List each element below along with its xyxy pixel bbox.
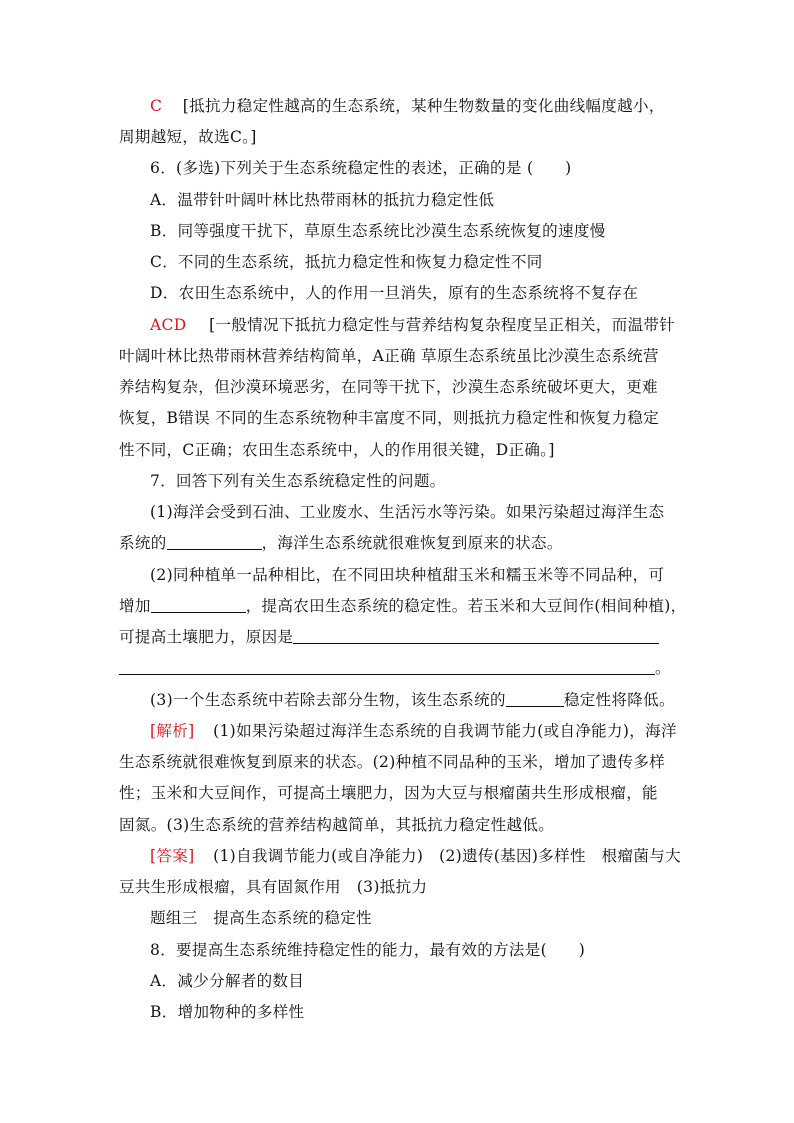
q7-analysis-line-3: 性；玉米和大豆间作，可提高土壤肥力，因为大豆与根瘤菌共生形成根瘤，能	[119, 784, 658, 802]
q6-option-a: A．温带针叶阔叶林比热带雨林的抵抗力稳定性低	[150, 191, 495, 209]
q7-part2-line-1: (2)同种植单一品种相比，在不同田块种植甜玉米和糯玉米等不同品种，可	[150, 566, 665, 584]
q5-answer-letter: C	[150, 97, 163, 115]
q7-analysis-line-1: [解析] (1)如果污染超过海洋生态系统的自我调节能力(或自净能力)，海洋	[150, 722, 677, 740]
q7-part2-line-2: 增加 ，提高农田生态系统的稳定性。若玉米和大豆间作(相间种植)，	[119, 597, 687, 615]
q6-option-c: C．不同的生态系统，抵抗力稳定性和恢复力稳定性不同	[150, 253, 543, 271]
q6-stem: 6．(多选)下列关于生态系统稳定性的表述，正确的是 ( )	[150, 159, 572, 177]
analysis-label: [解析]	[150, 722, 195, 740]
q7-part1-line-2: 系统的 ，海洋生态系统就很难恢复到原来的状态。	[119, 534, 563, 552]
q7-analysis-line-4: 固氮。(3)生态系统的营养结构越简单，其抵抗力稳定性越低。	[119, 816, 555, 834]
q6-explanation-2: 叶阔叶林比热带雨林营养结构简单，A正确 草原生态系统虽比沙漠生态系统营	[119, 347, 659, 365]
q7-blank-2[interactable]	[151, 596, 246, 613]
q8-option-a: A．减少分解者的数目	[150, 972, 305, 990]
q6-answer-letters: ACD	[150, 316, 187, 334]
q8-stem: 8．要提高生态系统维持稳定性的能力，最有效的方法是( )	[150, 941, 586, 959]
q7-stem: 7．回答下列有关生态系统稳定性的问题。	[150, 472, 446, 490]
q7-answer-line-2: 豆共生形成根瘤，具有固氮作用 (3)抵抗力	[119, 878, 428, 896]
q7-blank-3[interactable]	[293, 627, 659, 644]
q5-explanation: [抵抗力稳定性越高的生态系统，某种生物数量的变化曲线幅度越小，	[182, 97, 665, 115]
q6-explanation-5: 性不同，C正确；农田生态系统中，人的作用很关键，D正确。]	[119, 441, 555, 459]
q7-blank-1[interactable]	[167, 533, 262, 550]
q6-option-b: B．同等强度干扰下，草原生态系统比沙漠生态系统恢复的速度慢	[150, 222, 606, 240]
q6-explanation-4: 恢复，B错误 不同的生态系统物种丰富度不同，则抵抗力稳定性和恢复力稳定	[119, 409, 660, 427]
q5-explanation-cont: 周期越短，故选C。]	[119, 128, 257, 146]
q7-answer-line-1: [答案] (1)自我调节能力(或自净能力) (2)遗传(基因)多样性 根瘤菌与大	[150, 847, 681, 865]
q7-blank-4[interactable]	[506, 690, 564, 707]
q7-part3: (3)一个生态系统中若除去部分生物，该生态系统的 稳定性将降低。	[150, 691, 675, 709]
answer-label: [答案]	[150, 847, 195, 865]
q7-part2-line-4: 。	[119, 657, 671, 679]
q7-part1-line-1: (1)海洋会受到石油、工业废水、生活污水等污染。如果污染超过海洋生态	[150, 503, 665, 521]
q6-option-d: D．农田生态系统中，人的作用一旦消失，原有的生态系统将不复存在	[150, 284, 639, 302]
q5-answer-line-1	[150, 95, 665, 117]
q6-explanation-3: 养结构复杂，但沙漠环境恶劣，在同等干扰下，沙漠生态系统破坏更大，更难	[119, 378, 658, 396]
q6-answer-line-1	[150, 314, 675, 336]
group-heading: 题组三 提高生态系统的稳定性	[150, 909, 372, 927]
q8-option-b: B．增加物种的多样性	[150, 1003, 305, 1021]
q7-analysis-line-2: 生态系统就很难恢复到原来的状态。(2)种植不同品种的玉米，增加了遗传多样	[119, 753, 666, 771]
q7-blank-3-cont[interactable]	[119, 658, 655, 675]
q6-explanation-1: [一般情况下抵抗力稳定性与营养结构复杂程度呈正相关，而温带针	[209, 316, 676, 334]
q7-part2-line-3: 可提高土壤肥力，原因是	[119, 626, 659, 648]
